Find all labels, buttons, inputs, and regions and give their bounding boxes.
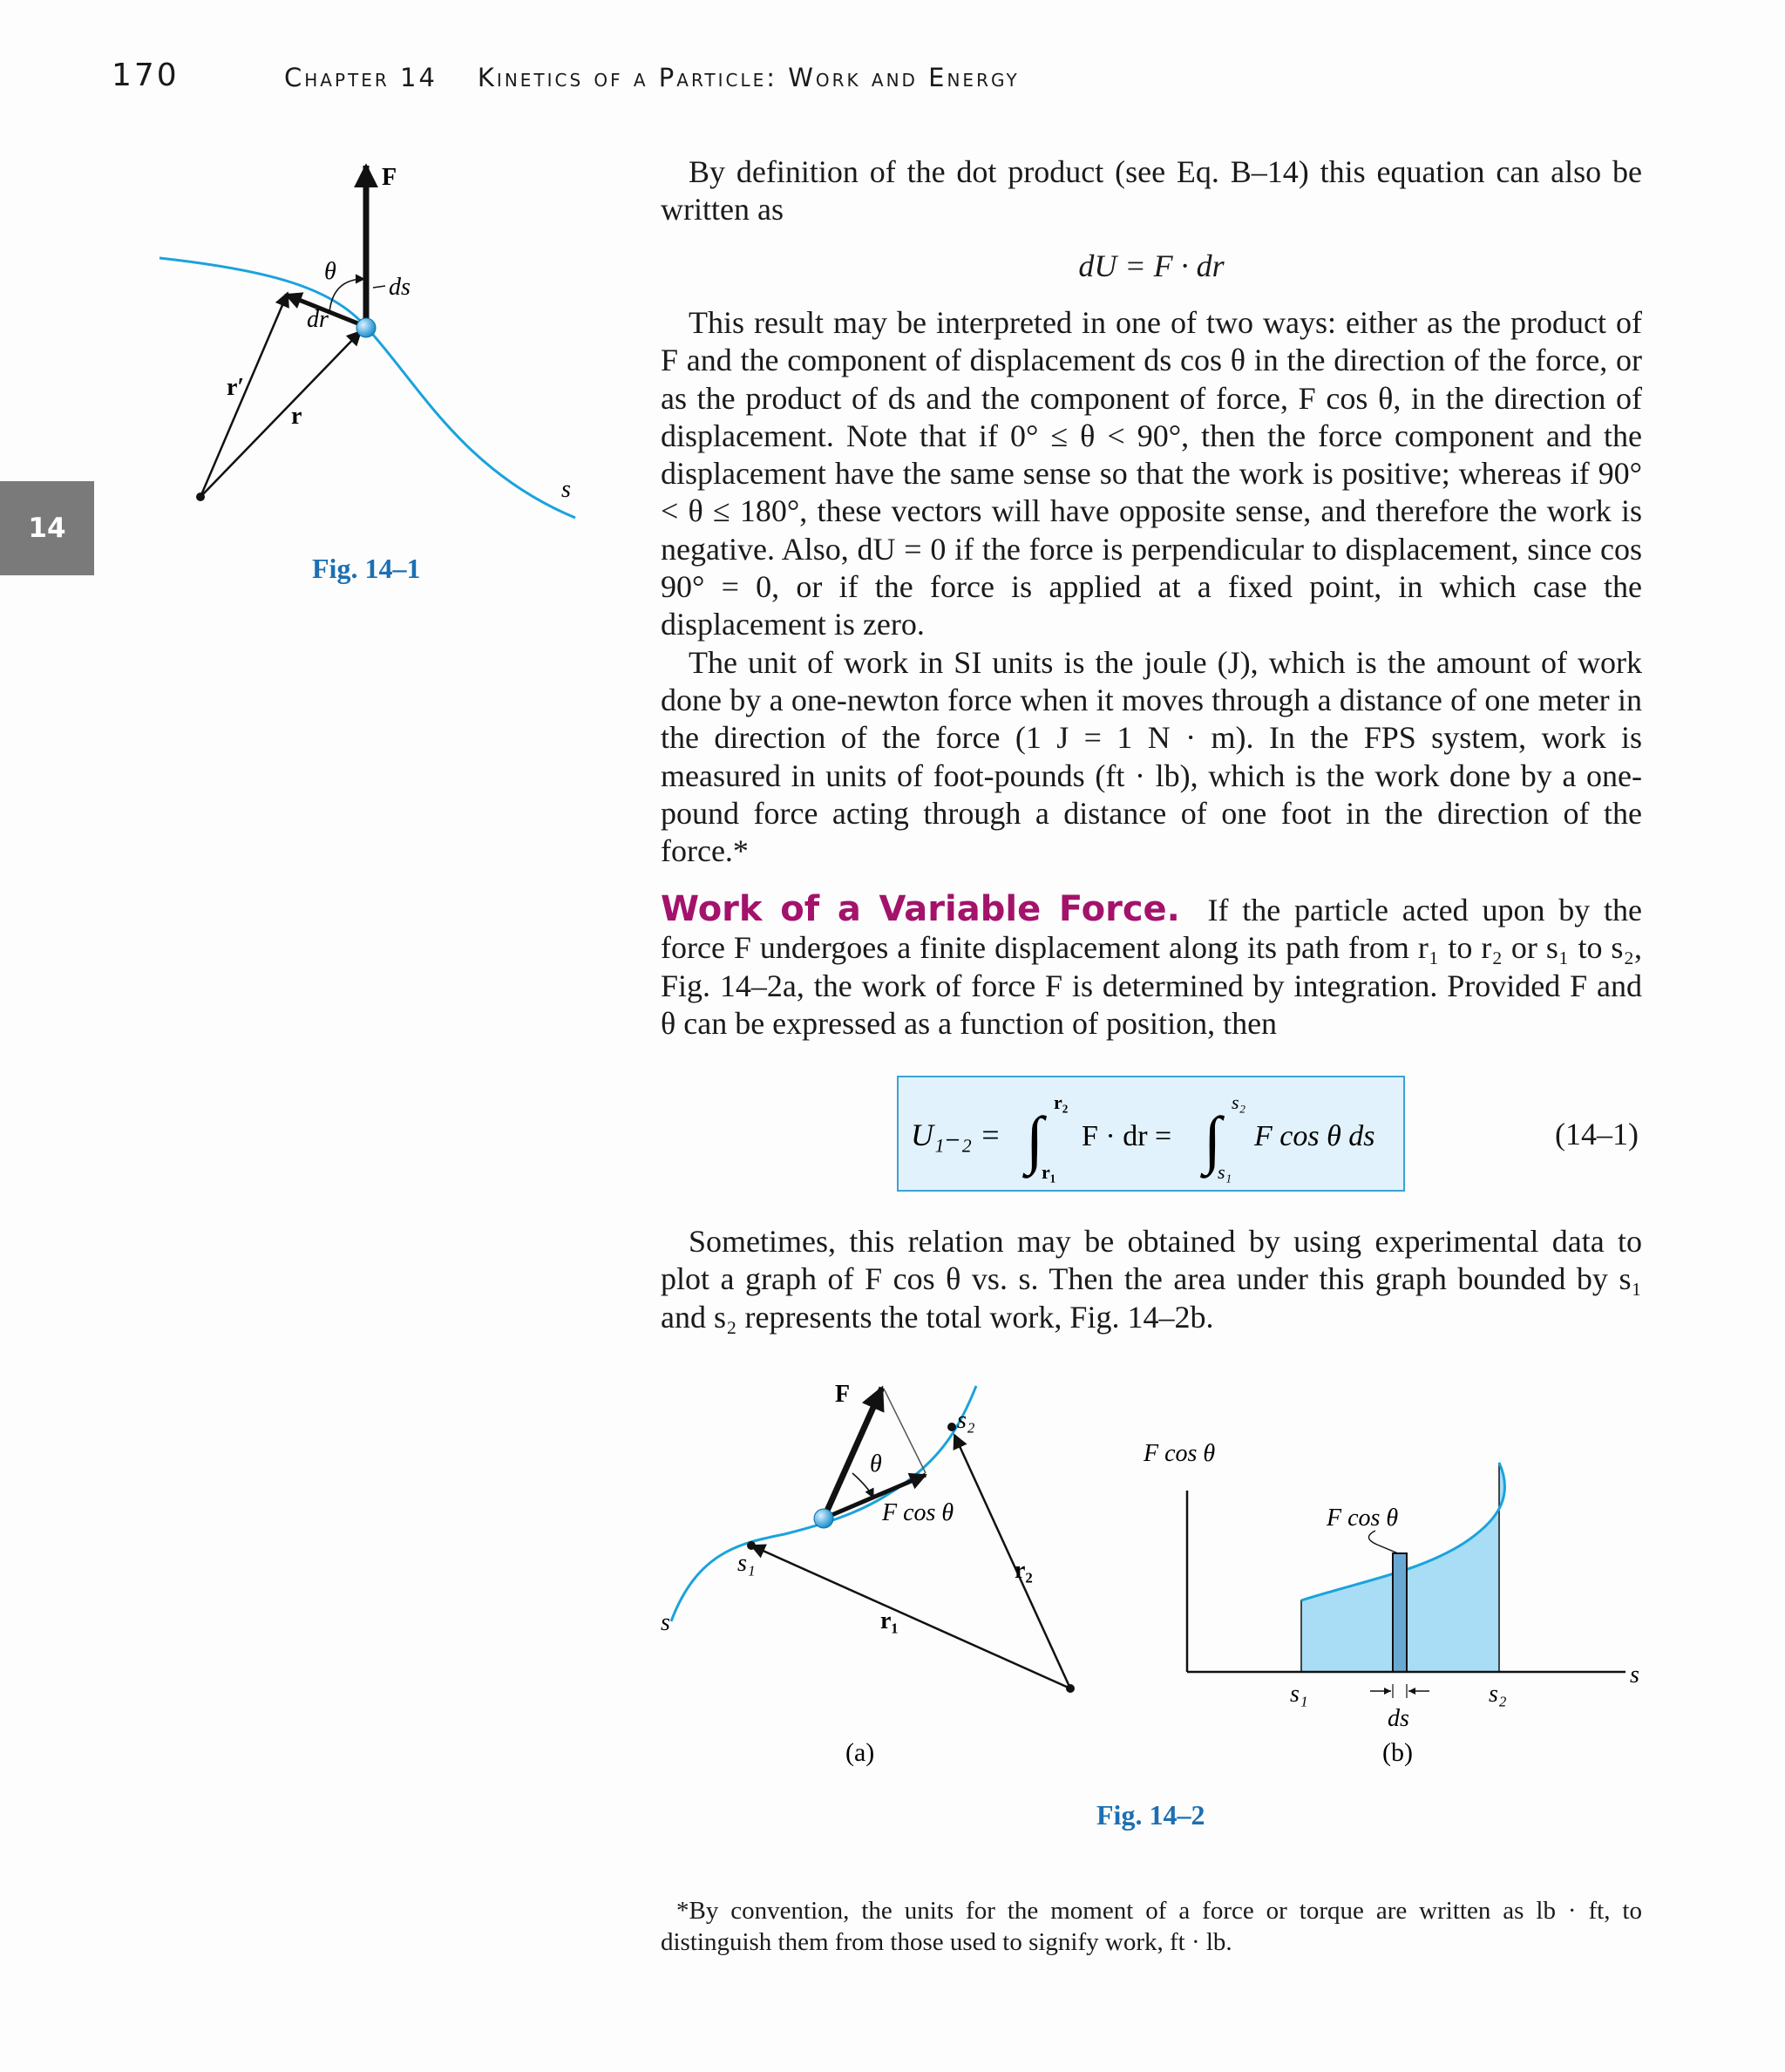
particle — [356, 318, 376, 337]
label-s2-a: s₂ — [957, 1407, 975, 1434]
label-dr: dr — [307, 306, 329, 333]
fig-a-label: (a) — [845, 1738, 875, 1767]
point-s1 — [747, 1541, 756, 1550]
paragraph-4-text: If the particle acted upon by the force F undergoes a finite displacement along its path from r₁ to r₂ or s₁ to s₂, Fig. 14–2a, the work of force F is determined by integration. Provided F and θ can be expressed as a function of position, then — [661, 893, 1643, 1041]
origin-point — [196, 493, 205, 501]
equation-14-1 — [897, 1076, 1405, 1192]
label-r: r — [291, 403, 302, 430]
paragraph-2: This result may be interpreted in one of two ways: either as the product of F and the component of displacement ds cos θ in the direction of the force, or as the product of ds and the component of force, F cos θ, in the direction of displacement. Note that if 0° ≤ θ < 90°, then the force component and the displacement have the same sense so that the work is positive; whereas if 90° < θ ≤ 180°, these vectors will have opposite sense, and therefore the work is negative. Also, dU = 0 if the force is perpendicular to displacement, since cos 90° = 0, or if the force is applied at a fixed point, in which case the displacement is zero. — [661, 305, 1642, 642]
figure-14-2b — [1133, 1430, 1647, 1778]
strip-pointer — [1368, 1531, 1398, 1553]
fig-14-1-caption: Fig. 14–1 — [312, 553, 421, 584]
label-ds: ds — [389, 274, 411, 301]
label-strip-b: F cos θ — [1327, 1505, 1399, 1532]
label-theta: θ — [324, 258, 336, 285]
paragraph-1: By definition of the dot product (see Eq. B–14) this equation can also be written as — [661, 154, 1642, 228]
paragraph-4 — [661, 891, 1642, 1043]
eq-lower-2: s₁ — [1218, 1161, 1232, 1183]
label-s-a: s — [661, 1609, 670, 1636]
label-theta-a: θ — [870, 1450, 882, 1478]
label-Fcos-a: F cos θ — [882, 1499, 954, 1526]
body-block-3 — [661, 891, 1642, 1043]
footnote — [661, 1895, 1642, 1958]
fig-14-2-caption: Fig. 14–2 — [1096, 1799, 1205, 1831]
label-ds-b: ds — [1388, 1705, 1409, 1732]
eq-lhs: U₁₋₂ = — [911, 1118, 1001, 1152]
label-s1-b: s₁ — [1290, 1681, 1308, 1708]
integral-sign-2: ∫ — [1204, 1104, 1222, 1176]
figure-14-2a — [645, 1369, 1098, 1778]
label-s1-a: s₁ — [737, 1550, 756, 1577]
footnote-text: *By convention, the units for the moment of a force or torque are written as lb · ft, to distinguish them from those used to signify work, ft · lb. — [661, 1897, 1642, 1956]
label-r-prime: r′ — [227, 374, 245, 401]
eq-integrand-2: F cos θ ds — [1254, 1120, 1375, 1152]
eq-lower-1: r₁ — [1042, 1161, 1056, 1183]
chapter-side-tab: 14 — [0, 481, 94, 575]
origin-a — [1066, 1684, 1075, 1693]
eq-upper-2: s₂ — [1232, 1091, 1246, 1113]
eq-upper-1: r₂ — [1054, 1091, 1069, 1113]
particle-a — [814, 1509, 833, 1528]
body-block-2 — [661, 304, 1642, 870]
paragraph-3: The unit of work in SI units is the joule (J), which is the amount of work done by a one-newton force when it moves through a distance of one meter in the direction of the force (1 J = 1 N · m). In the FPS system, work is measured in units of foot-pounds (ft · lb), which is the work done by a one-pound force acting through a distance of one foot in the direction of the force.* — [661, 644, 1642, 869]
chapter-title: Kinetics of a Particle: Work and Energy — [477, 63, 1020, 92]
label-s-b: s — [1630, 1661, 1639, 1688]
ds-strip — [1393, 1553, 1407, 1672]
label-F: F — [382, 164, 397, 191]
label-r1: r₁ — [880, 1607, 899, 1634]
equation-number: (14–1) — [1555, 1117, 1639, 1151]
r-vector — [200, 331, 361, 497]
projection-line — [885, 1390, 926, 1473]
eq-integrand-1: F · dr = — [1082, 1120, 1172, 1152]
label-r2: r₂ — [1015, 1557, 1033, 1584]
page-number: 170 — [112, 58, 180, 93]
chapter-label: Chapter 14 — [284, 63, 438, 92]
body-block-1 — [661, 153, 1642, 229]
label-s: s — [561, 476, 571, 503]
paragraph-5: Sometimes, this relation may be obtained by using experimental data to plot a graph of F cos θ vs. s. Then the area under this graph bounded by s₁ and s₂ represents the total work, Fig. 14–2b. — [661, 1224, 1642, 1335]
figure-14-1 — [131, 148, 593, 532]
label-ylabel-b: F cos θ — [1144, 1440, 1216, 1467]
section-heading: Work of a Variable Force. — [661, 889, 1180, 929]
integral-sign-1: ∫ — [1026, 1104, 1044, 1176]
fig-b-label: (b) — [1382, 1738, 1413, 1767]
body-block-4 — [661, 1223, 1642, 1336]
r2-vector — [954, 1435, 1070, 1688]
running-head — [284, 63, 1020, 92]
eq-dU: dU = F · dr — [1078, 248, 1225, 283]
point-s2 — [947, 1423, 956, 1431]
label-s2-b: s₂ — [1489, 1681, 1507, 1708]
label-F-a: F — [835, 1381, 851, 1408]
